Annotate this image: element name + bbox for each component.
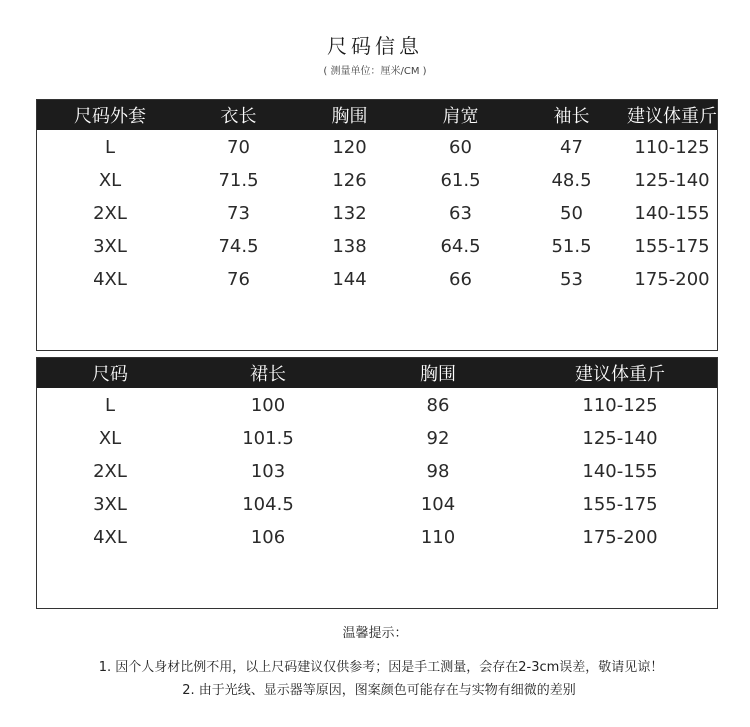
shoulder-cell: 61.5 [440,170,481,191]
skirt-length-cell: 101.5 [242,428,294,449]
chest-cell: 132 [332,203,367,224]
header-weight: 建议体重斤 [627,106,717,127]
header-length: 衣长 [220,106,257,127]
table-row [37,263,717,296]
size-cell: 4XL [93,269,127,290]
weight-cell: 155-175 [634,236,710,257]
header-skirt-length: 裙长 [250,364,286,385]
skirt-length-cell: 106 [250,527,286,548]
page-title: 尺码信息 [327,34,423,58]
chest-cell: 92 [426,428,450,449]
sleeve-cell: 53 [560,269,583,290]
skirt-table-header [37,358,717,388]
tip-note-1: 1. 因个人身材比例不用，以上尺码建议仅供参考；因是手工测量，会存在2-3cm误差，敬请见谅！ [98,660,664,675]
header-shoulder: 肩宽 [442,106,479,127]
chest-cell: 126 [332,170,367,191]
size-cell: L [104,395,116,416]
header-chest: 胸围 [420,364,456,385]
length-cell: 73 [227,203,250,224]
shoulder-cell: 60 [449,137,472,158]
sleeve-cell: 51.5 [551,236,592,257]
shoulder-cell: 64.5 [440,236,481,257]
size-cell: 3XL [93,494,127,515]
tips-title: 温馨提示： [342,626,408,641]
header-size: 尺码 [92,364,128,385]
table-row [37,455,717,488]
length-cell: 76 [227,269,250,290]
weight-cell: 125-140 [582,428,658,449]
weight-cell: 175-200 [582,527,658,548]
weight-cell: 140-155 [582,461,658,482]
weight-cell: 140-155 [634,203,710,224]
chest-cell: 104 [420,494,456,515]
size-cell: L [104,137,116,158]
length-cell: 74.5 [218,236,259,257]
length-cell: 71.5 [218,170,259,191]
table-row [37,488,717,521]
weight-cell: 110-125 [582,395,658,416]
sleeve-cell: 48.5 [551,170,592,191]
weight-cell: 125-140 [634,170,710,191]
skirt-length-cell: 103 [250,461,286,482]
size-cell: 3XL [93,236,127,257]
chest-cell: 86 [426,395,450,416]
chest-cell: 144 [332,269,367,290]
table-row [37,521,717,554]
table-row [37,422,717,455]
size-cell: XL [98,170,122,191]
jacket-size-table [36,99,718,351]
chest-cell: 110 [420,527,456,548]
shoulder-cell: 63 [449,203,472,224]
weight-cell: 175-200 [634,269,710,290]
header-size-jacket: 尺码外套 [74,106,146,127]
size-cell: 2XL [93,461,127,482]
length-cell: 70 [227,137,250,158]
table-row [37,389,717,422]
measurement-unit-note: ( 测量单位：厘米/CM ) [323,66,427,77]
chest-cell: 120 [332,137,367,158]
table-row [37,131,717,164]
weight-cell: 110-125 [634,137,710,158]
size-cell: 2XL [93,203,127,224]
sleeve-cell: 47 [560,137,583,158]
header-chest: 胸围 [331,106,368,127]
sleeve-cell: 50 [560,203,583,224]
jacket-table-header [37,100,717,130]
size-cell: 4XL [93,527,127,548]
size-cell: XL [98,428,122,449]
table-row [37,230,717,263]
tip-note-2: 2. 由于光线、显示器等原因，图案颜色可能存在与实物有细微的差别 [182,683,576,698]
weight-cell: 155-175 [582,494,658,515]
header-sleeve: 袖长 [553,106,590,127]
table-row [37,164,717,197]
skirt-length-cell: 104.5 [242,494,294,515]
chest-cell: 138 [332,236,367,257]
chest-cell: 98 [426,461,450,482]
table-row [37,197,717,230]
shoulder-cell: 66 [449,269,472,290]
header-weight: 建议体重斤 [575,364,665,385]
skirt-size-table [36,357,718,609]
skirt-length-cell: 100 [250,395,286,416]
